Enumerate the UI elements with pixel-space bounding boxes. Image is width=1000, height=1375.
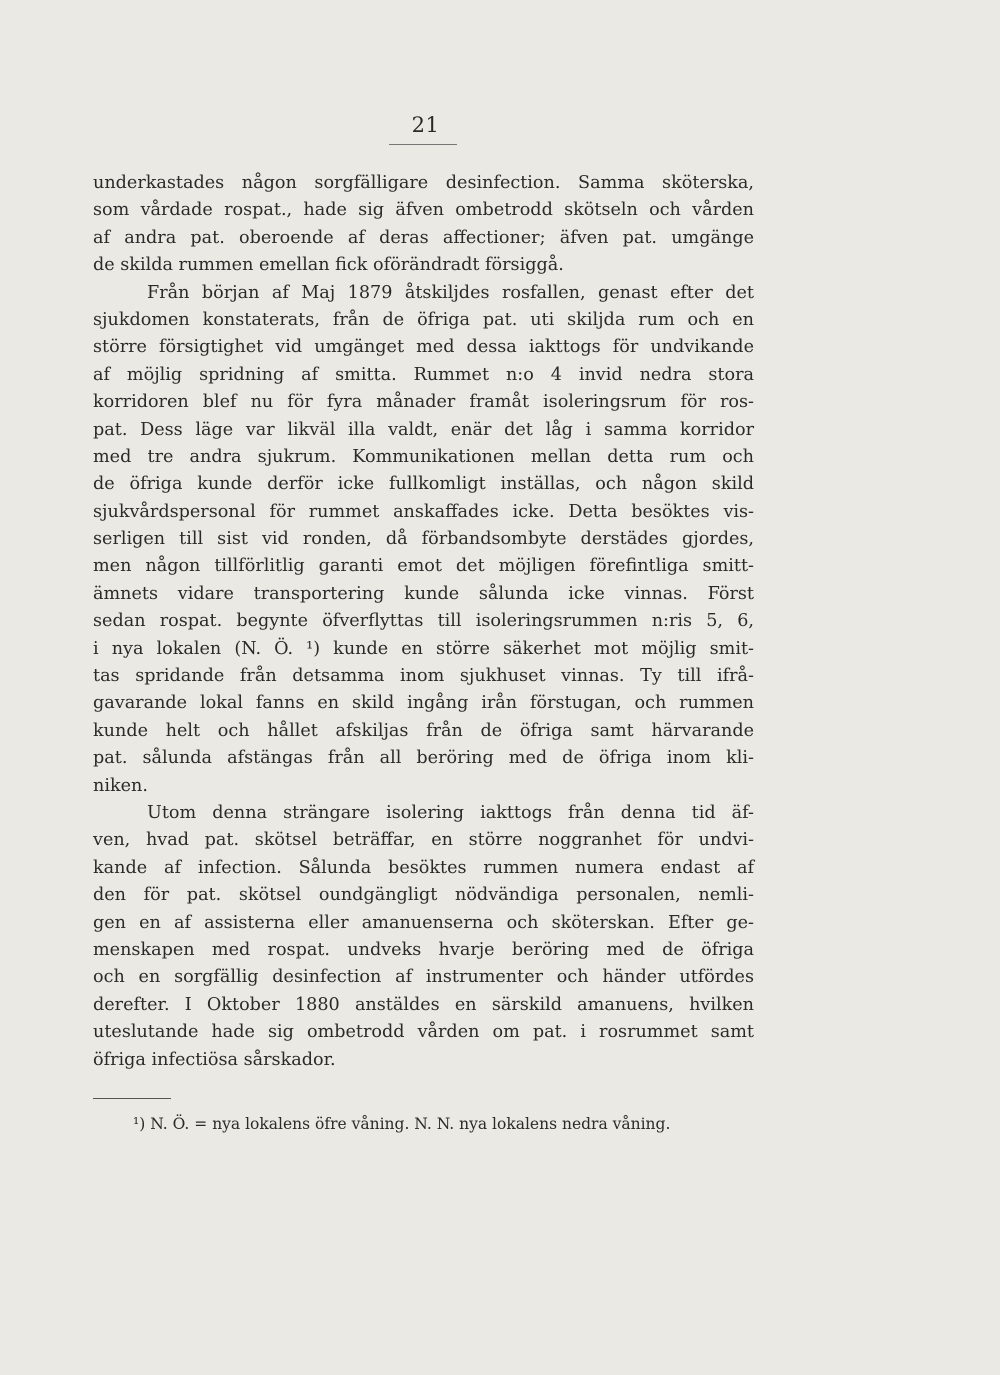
text-line: de skilda rummen emellan fick oförändradt försiggå. <box>93 255 564 276</box>
text-line: men någon tillförlitlig garanti emot det möjligen förefintliga smitt- <box>93 556 754 577</box>
text-line: gavarande lokal fanns en skild ingång irån förstugan, och rummen <box>93 693 754 714</box>
text-line: Från början af Maj 1879 åtskiljdes rosfallen, genast efter det <box>147 282 754 303</box>
text-line: större försigtighet vid umgänget med dessa iakttogs för undvikande <box>93 337 754 358</box>
text-line: pat. sålunda afstängas från all beröring med de öfriga inom kli- <box>93 748 754 769</box>
text-line: pat. Dess läge var likväl illa valdt, enär det låg i samma korridor <box>93 419 754 440</box>
page-number-rule <box>389 144 457 145</box>
text-line: sjukvårdspersonal för rummet anskaffades icke. Detta besöktes vis- <box>93 501 754 522</box>
text-line: kande af infection. Sålunda besöktes rummen numera endast af <box>93 857 754 878</box>
page-number: 21 <box>411 113 440 137</box>
text-line: korridoren blef nu för fyra månader framåt isoleringsrum för ros- <box>93 392 754 413</box>
text-line: af andra pat. oberoende af deras affectioner; äfven pat. umgänge <box>93 227 754 248</box>
text-line: kunde helt och hållet afskiljas från de öfriga samt härvarande <box>93 720 754 741</box>
text-line: underkastades någon sorgfälligare desinfection. Samma sköterska, <box>93 173 754 193</box>
footnote <box>133 1115 733 1133</box>
text-line: serligen till sist vid ronden, då förbandsombyte derstädes gjordes, <box>93 529 754 550</box>
text-line: tas spridande från detsamma inom sjukhuset vinnas. Ty till ifrå- <box>93 666 754 687</box>
text-line: uteslutande hade sig ombetrodd vården om pat. i rosrummet samt <box>93 1022 754 1043</box>
text-line: öfriga infectiösa sårskador. <box>93 1049 336 1070</box>
text-line: i nya lokalen (N. Ö. ¹) kunde en större säkerhet mot möjlig smit- <box>93 638 754 659</box>
text-line: derefter. I Oktober 1880 anstäldes en särskild amanuens, hvilken <box>93 994 754 1015</box>
text-line: sjukdomen konstaterats, från de öfriga pat. uti skiljda rum och en <box>93 309 754 330</box>
text-line: menskapen med rospat. undveks hvarje beröring med de öfriga <box>93 939 754 960</box>
footnote-marker: ¹) <box>133 1115 146 1133</box>
text-line: med tre andra sjukrum. Kommunikationen mellan detta rum och <box>93 446 754 467</box>
text-line: gen en af assisterna eller amanuenserna och sköterskan. Efter ge- <box>93 912 754 933</box>
text-line: och en sorgfällig desinfection af instrumenter och händer utfördes <box>93 967 754 988</box>
text-line: ven, hvad pat. skötsel beträffar, en större noggranhet för undvi- <box>93 830 754 851</box>
text-line: niken. <box>93 775 148 796</box>
text-line: de öfriga kunde derför icke fullkomligt inställas, och någon skild <box>93 474 754 495</box>
text-line: den för pat. skötsel oundgängligt nödvändiga personalen, nemli- <box>93 885 754 906</box>
body-text <box>93 170 754 1074</box>
footnote-text: N. Ö. = nya lokalens öfre våning. N. N. nya lokalens nedra våning. <box>150 1115 671 1133</box>
text-line: som vårdade rospat., hade sig äfven ombetrodd skötseln och vården <box>93 200 754 221</box>
footnote-rule <box>93 1098 171 1099</box>
text-line: ämnets vidare transportering kunde sålunda icke vinnas. Först <box>93 583 754 604</box>
text-line: af möjlig spridning af smitta. Rummet n:o 4 invid nedra stora <box>93 364 754 385</box>
text-line: sedan rospat. begynte öfverflyttas till isoleringsrummen n:ris 5, 6, <box>93 611 754 632</box>
text-line: Utom denna strängare isolering iakttogs från denna tid äf- <box>147 802 754 823</box>
